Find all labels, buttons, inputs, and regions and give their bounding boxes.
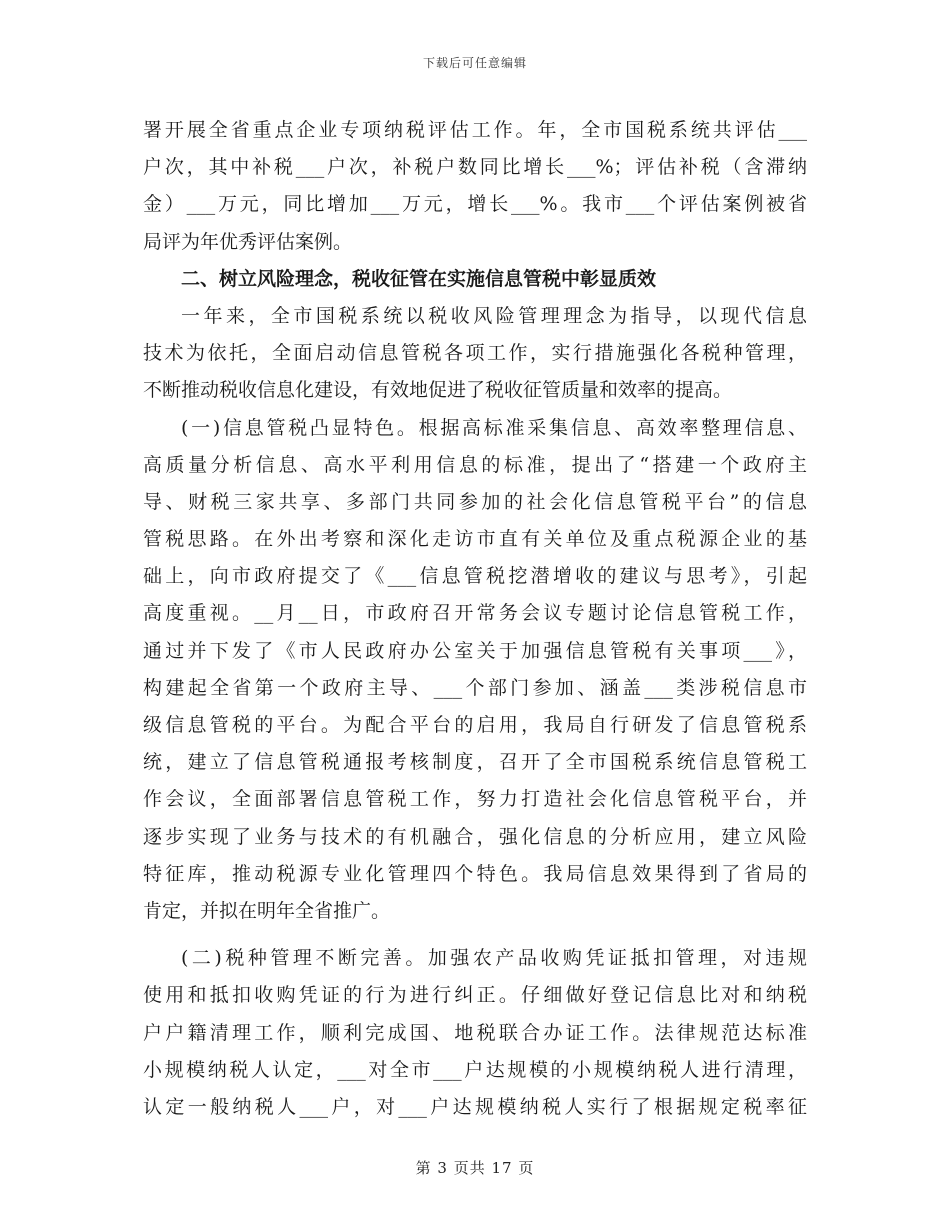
paragraph-line: 高质量分析信息、高水平利用信息的标准，提出了“搭建一个政府主: [143, 453, 807, 476]
paragraph-line: 作会议，全面部署信息管税工作，努力打造社会化信息管税平台，并: [143, 788, 807, 811]
paragraph-line: 局评为年优秀评估案例。: [143, 230, 353, 253]
paragraph-line: 使用和抵扣收购凭证的行为进行纠正。仔细做好登记信息比对和纳税: [143, 984, 807, 1007]
paragraph-line: 础上，向市政府提交了《___信息管税挖潜增收的建议与思考》，引起: [143, 565, 807, 588]
paragraph-line: 特征库，推动税源专业化管理四个特色。我局信息效果得到了省局的: [143, 862, 807, 885]
paragraph-line: 肯定，并拟在明年全省推广。: [143, 899, 391, 922]
paragraph-line: 户次，其中补税___户次，补税户数同比增长___%；评估补税（含滞纳: [143, 156, 807, 179]
paragraph-line: 一年来，全市国税系统以税收风险管理理念为指导，以现代信息: [181, 304, 807, 327]
paragraph-line: 管税思路。在外出考察和深化走访市直有关单位及重点税源企业的基: [143, 528, 807, 551]
paragraph-line: 户户籍清理工作，顺利完成国、地税联合办证工作。法律规范达标准: [143, 1021, 807, 1044]
page-header: 下载后可任意编辑: [422, 56, 527, 70]
paragraph-line: 技术为依托，全面启动信息管税各项工作，实行措施强化各税种管理，: [143, 342, 807, 365]
paragraph-gap: [143, 930, 807, 940]
paragraph-line: 级信息管税的平台。为配合平台的启用，我局自行研发了信息管税系: [143, 714, 807, 736]
paragraph-line: 认定一般纳税人___户，对___户达规模纳税人实行了根据规定税率征: [143, 1095, 807, 1118]
paragraph-line: 高度重视。__月__日，市政府召开常务会议专题讨论信息管税工作，: [143, 602, 807, 625]
paragraph-line: 通过并下发了《市人民政府办公室关于加强信息管税有关事项___》，: [143, 639, 807, 662]
paragraph-line: 统，建立了信息管税通报考核制度，召开了全市国税系统信息管税工: [143, 751, 807, 774]
paragraph-line: (二)税种管理不断完善。加强农产品收购凭证抵扣管理，对违规: [181, 947, 807, 970]
paragraph-line: 逐步实现了业务与技术的有机融合，强化信息的分析应用，建立风险: [143, 825, 807, 848]
paragraph-line: 金）___万元，同比增加___万元，增长___%。我市___个评估案例被省: [143, 193, 807, 216]
paragraph-line: (一)信息管税凸显特色。根据高标准采集信息、高效率整理信息、: [181, 416, 807, 439]
paragraph-line: 署开展全省重点企业专项纳税评估工作。年，全市国税系统共评估___: [143, 119, 807, 141]
document-body: [143, 112, 807, 1126]
paragraph-line: 小规模纳税人认定，___对全市___户达规模的小规模纳税人进行清理，: [143, 1058, 807, 1081]
paragraph-line: 导、财税三家共享、多部门共同参加的社会化信息管税平台”的信息: [143, 490, 807, 513]
paragraph-line: 不断推动税收信息化建设，有效地促进了税收征管质量和效率的提高。: [143, 379, 733, 402]
section-heading: 二、树立风险理念，税收征管在实施信息管税中彰显质效: [181, 267, 657, 290]
paragraph-line: 构建起全省第一个政府主导、___个部门参加、涵盖___类涉税信息市: [143, 676, 807, 699]
page-number: 第 3 页共 17 页: [415, 1159, 535, 1177]
